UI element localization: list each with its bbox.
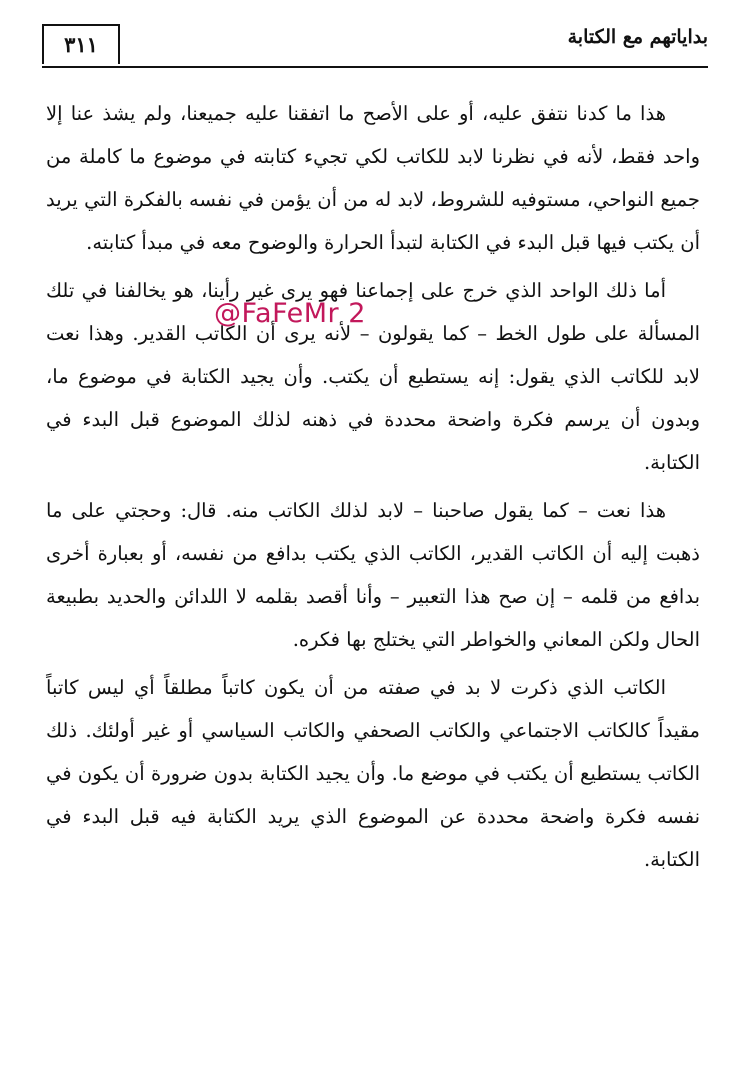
paragraph-1: هذا ما كدنا نتفق عليه، أو على الأصح ما اتفقنا عليه جميعنا، ولم يشذ عنا إلا واحد فقط، لأنه في نظرنا لابد للكاتب لكي تجيء كتابته في موضوع ما كاملة من جميع النواحي، مستوفيه للشروط، لابد له من أن يؤمن في نفسه بالفكرة التي يريد أن يكتب فيها قبل البدء في الكتابة لتبدأ الحرارة والوضوح معه في مبدأ كتابته.	[46, 102, 700, 254]
paragraph-3: هذا نعت – كما يقول صاحبنا – لابد لذلك الكاتب منه. قال: وحجتي على ما ذهبت إليه أن الكاتب القدير، الكاتب الذي يكتب بدافع من نفسه، أو بعبارة أخرى بدافع من قلمه – إن صح هذا التعبير – وأنا أقصد بقلمه لا اللدائن والحديد بطبيعة الحال ولكن المعاني والخواطر التي يختلج بها فكره.	[46, 499, 700, 651]
running-header	[42, 18, 708, 68]
paragraph-2: أما ذلك الواحد الذي خرج على إجماعنا فهو يرى غير رأينا، هو يخالفنا في تلك المسألة على طول الخط – كما يقولون – لأنه يرى أن الكاتب القدير. وهذا نعت لابد للكاتب الذي يقول: إنه يستطيع أن يكتب. وأن يجيد الكتابة في موضوع ما، وبدون أن يرسم فكرة واضحة محددة في ذهنه لذلك الموضوع قبل البدء في الكتابة.	[46, 279, 700, 474]
paragraph-4: الكاتب الذي ذكرت لا بد في صفته من أن يكون كاتباً مطلقاً أي ليس كاتباً مقيداً كالكاتب الاجتماعي والكاتب الصحفي والكاتب السياسي أو غير أولئك. ذلك الكاتب يستطيع أن يكتب في موضع ما. وأن يجيد الكتابة بدون ضرورة أن يكون في نفسه فكرة واضحة محددة عن الموضوع الذي يريد الكتابة فيه قبل البدء في الكتابة.	[46, 676, 700, 871]
page-number: ٣١١	[64, 32, 98, 57]
body-text	[46, 92, 700, 881]
page-number-box	[42, 26, 120, 64]
running-title: بداياتهم مع الكتابة	[567, 26, 708, 48]
watermark-handle: @FaFeMr 2	[214, 298, 366, 329]
